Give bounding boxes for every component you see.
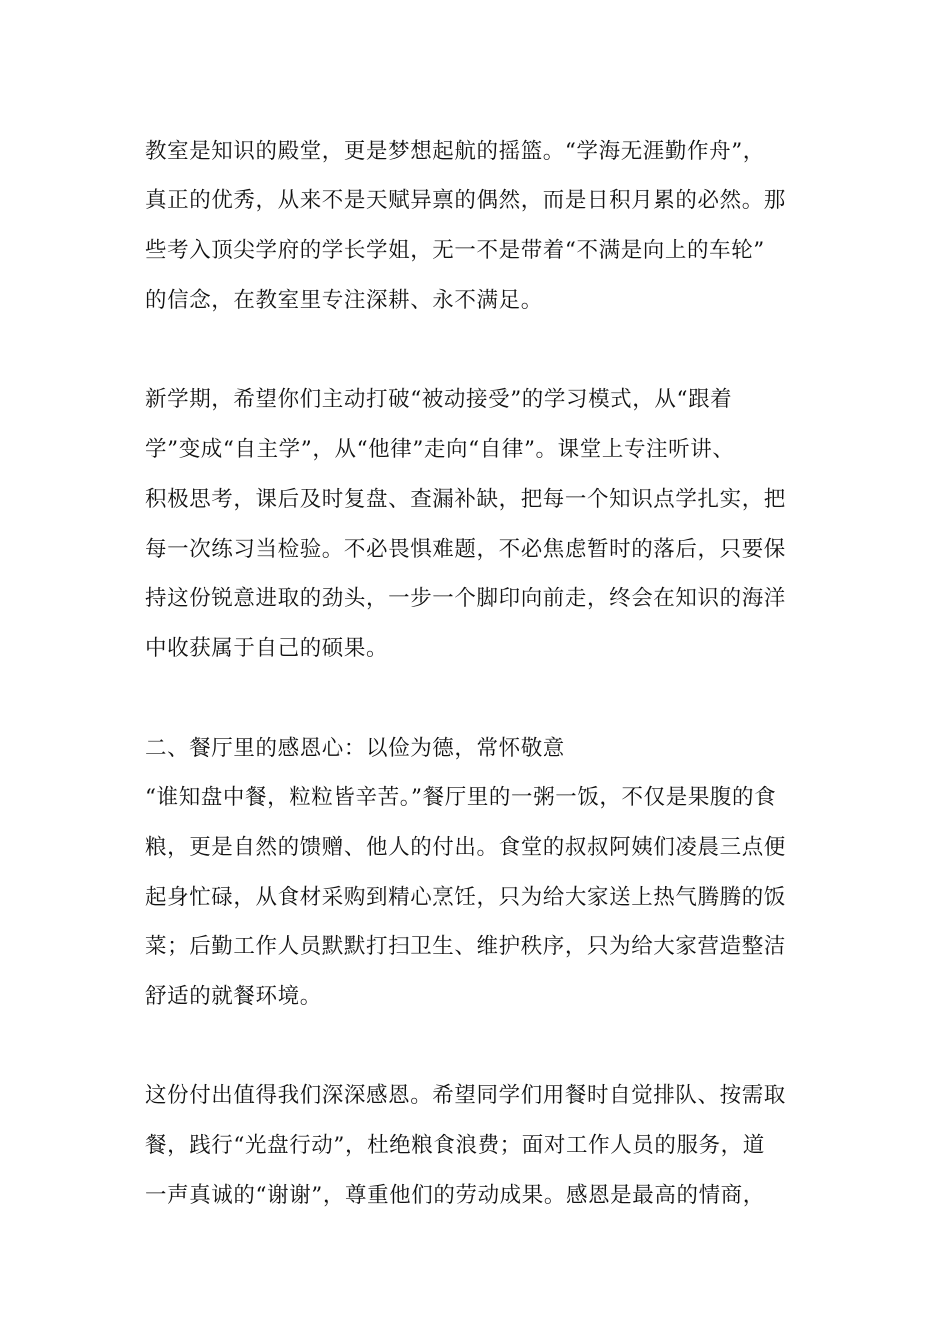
paragraph-4-line-3: 一声真诚的“谢谢”，尊重他们的劳动成果。感恩是最高的情商， bbox=[145, 1183, 765, 1208]
paragraph-3-line-6: 舒适的就餐环境。 bbox=[145, 984, 322, 1009]
paragraph-4-line-1: 这份付出值得我们深深感恩。希望同学们用餐时自觉排队、按需取 bbox=[145, 1083, 786, 1108]
paragraph-2-line-3: 积极思考，课后及时复盘、查漏补缺，把每一个知识点学扎实，把 bbox=[145, 487, 786, 512]
paragraph-3-line-5: 菜；后勤工作人员默默打扫卫生、维护秩序，只为给大家营造整洁 bbox=[145, 934, 786, 959]
paragraph-1-line-2: 真正的优秀，从来不是天赋异禀的偶然，而是日积月累的必然。那 bbox=[145, 188, 786, 213]
paragraph-3-line-2: “谁知盘中餐，粒粒皆辛苦。”餐厅里的一粥一饭，不仅是果腹的食 bbox=[145, 785, 777, 810]
paragraph-1-line-4: 的信念，在教室里专注深耕、永不满足。 bbox=[145, 288, 543, 313]
section-heading: 二、餐厅里的感恩心：以俭为德，常怀敬意 bbox=[145, 736, 565, 761]
paragraph-4-line-2: 餐，践行“光盘行动”，杜绝粮食浪费；面对工作人员的服务，道 bbox=[145, 1133, 765, 1158]
paragraph-2-line-6: 中收获属于自己的硕果。 bbox=[145, 636, 389, 661]
paragraph-3-line-4: 起身忙碌，从食材采购到精心烹饪，只为给大家送上热气腾腾的饭 bbox=[145, 885, 786, 910]
paragraph-1-line-3: 些考入顶尖学府的学长学姐，无一不是带着“不满是向上的车轮” bbox=[145, 238, 765, 263]
paragraph-2-line-2: 学”变成“自主学”，从“他律”走向“自律”。课堂上专注听讲、 bbox=[145, 437, 735, 462]
paragraph-2-line-4: 每一次练习当检验。不必畏惧难题，不必焦虑暂时的落后，只要保 bbox=[145, 537, 786, 562]
paragraph-2-line-5: 持这份锐意进取的劲头，一步一个脚印向前走，终会在知识的海洋 bbox=[145, 586, 786, 611]
paragraph-3-line-3: 粮，更是自然的馈赠、他人的付出。食堂的叔叔阿姨们凌晨三点便 bbox=[145, 835, 786, 860]
paragraph-2-line-1: 新学期，希望你们主动打破“被动接受”的学习模式，从“跟着 bbox=[145, 387, 733, 412]
paragraph-1-line-1: 教室是知识的殿堂，更是梦想起航的摇篮。“学海无涯勤作舟”， bbox=[145, 139, 765, 164]
